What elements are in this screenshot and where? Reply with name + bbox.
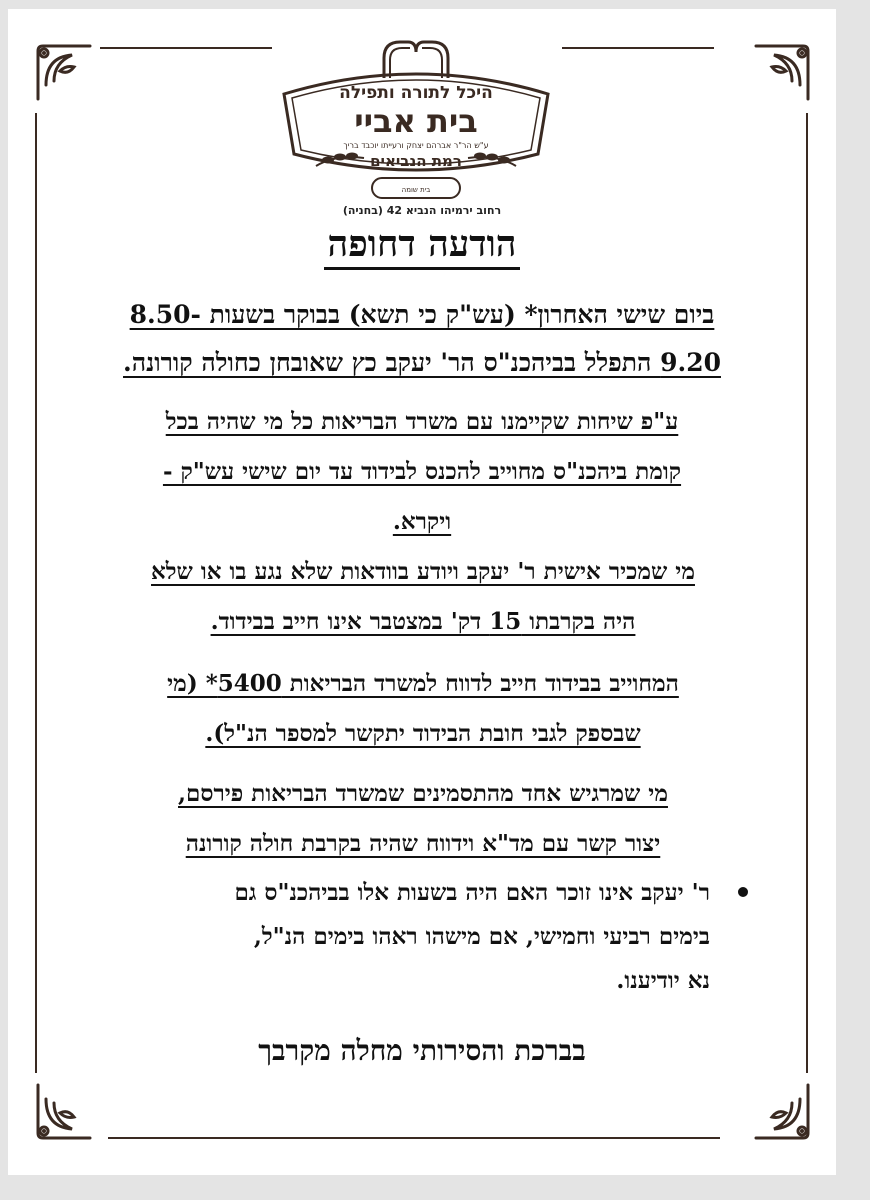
notice-page (8, 9, 836, 1175)
corner-ornament-icon (32, 41, 96, 105)
frame-line-bottom (108, 1137, 720, 1139)
paragraph-line: שבספק לגבי חובת הבידוד יתקשר למספר הנ"ל). (205, 720, 641, 747)
paragraph-line: יצור קשר עם מד"א וידווח שהיה בקרבת חולה קורונה (185, 830, 661, 857)
paragraph-reporting (48, 659, 798, 759)
paragraph-line: ביום שישי האחרון* (עש"ק כי תשא) בבוקר בשעות -8.50 (129, 300, 715, 329)
paragraph-exemption (38, 547, 808, 647)
paragraph-line: ע"פ שיחות שקיימנו עם משרד הבריאות כל מי שהיה בכל (165, 408, 679, 435)
paragraph-exposure-date (36, 291, 808, 387)
synagogue-logo (276, 36, 556, 204)
logo-arc-text: היכל לתורה ותפילה (339, 83, 493, 103)
frame-line-top (562, 47, 714, 49)
logo-name: בית אביי (354, 102, 478, 140)
paragraph-line: 9.20 התפלל בביהכנ"ס הר' יעקב כץ שאובחן כחולה קורונה. (123, 348, 721, 377)
urgent-notice-title: הודעה דחופה (324, 223, 521, 270)
bullet-line: נא יודיענו. (616, 967, 710, 994)
bullet-text (48, 871, 710, 1003)
paragraph-line: היה בקרבתו 15 דק' במצטבר אינו חייב בבידוד. (210, 608, 636, 635)
frame-line-top (100, 47, 272, 49)
paragraph-line: המחוייב בבידוד חייב לדווח למשרד הבריאות 5400* (מי (167, 670, 679, 697)
bullet-icon (738, 887, 748, 897)
bullet-item (48, 871, 768, 1003)
paragraph-line: קומת ביהכנ"ס מחוייב להכנס לבידוד עד יום שישי עש"ק - (162, 458, 682, 485)
paragraph-line: מי שמכיר אישית ר' יעקב ויודע בוודאות שלא נגע בו או שלא (151, 558, 695, 585)
paragraph-symptoms (48, 769, 798, 869)
paragraph-isolation-requirement (48, 397, 796, 547)
address-line: רחוב ירמיהו הנביא 42 (בחניה) (342, 204, 502, 217)
corner-ornament-icon (750, 41, 814, 105)
bullet-line: בימים רביעי וחמישי, אם מישהו ראהו בימים הנ"ל, (253, 923, 710, 950)
bullet-line: ר' יעקב אינו זוכר האם היה בשעות אלו בביהכנ"ס גם (234, 879, 710, 906)
paragraph-line: מי שמרגיש אחד מהתסמינים שמשרד הבריאות פירסם, (178, 780, 668, 807)
logo-tag: בית שומה (401, 186, 431, 194)
closing-blessing: בברכת והסירותי מחלה מקרבך (258, 1034, 586, 1067)
corner-ornament-icon (32, 1079, 96, 1143)
logo-neighborhood: רמת הנביאים (370, 152, 462, 170)
notice-heading (8, 219, 836, 269)
corner-ornament-icon (750, 1079, 814, 1143)
paragraph-line: ויקרא. (392, 508, 452, 535)
logo-dedication: ע"ש הר"ר אברהם יצחק ורעייתו יוכבד בריך (343, 141, 489, 150)
